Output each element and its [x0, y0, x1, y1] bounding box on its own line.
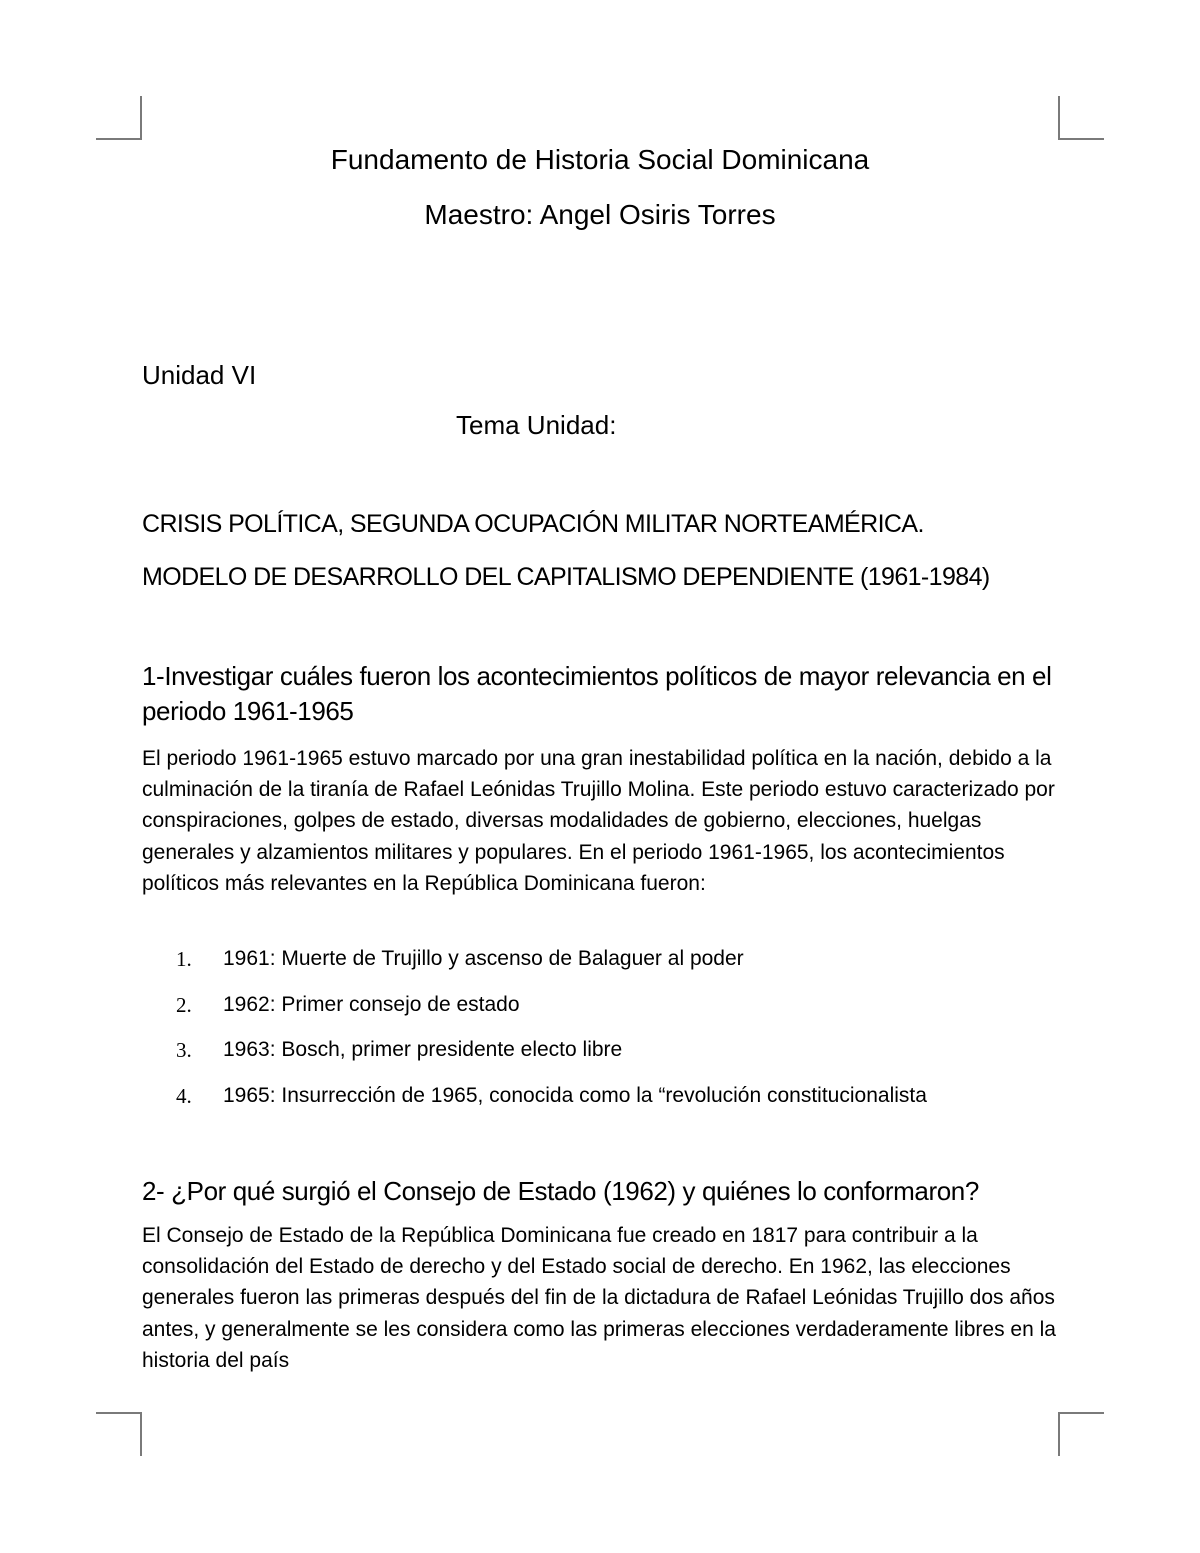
list-item-number: 2.: [176, 992, 192, 1017]
list-item-number: 4.: [176, 1083, 192, 1108]
list-item-text: 1961: Muerte de Trujillo y ascenso de Balaguer al poder: [223, 947, 744, 970]
topic-label: Tema Unidad:: [456, 410, 617, 440]
list-item-number: 1.: [176, 947, 192, 971]
question-2-heading: 2- ¿Por qué surgió el Consejo de Estado (1962) y quiénes lo conformaron?: [142, 1176, 979, 1206]
unit-label: Unidad VI: [142, 360, 257, 390]
crop-mark-top-right: [1058, 96, 1060, 140]
crop-mark-bottom-left: [96, 1412, 142, 1414]
list-item-text: 1962: Primer consejo de estado: [223, 992, 520, 1016]
crop-mark-top-left: [140, 96, 142, 140]
topic-line-2: MODELO DE DESARROLLO DEL CAPITALISMO DEPENDIENTE (1961-1984): [142, 563, 990, 591]
question-1-answer: El periodo 1961-1965 estuvo marcado por una gran inestabilidad política en la nación, debido a la culminación de la tiranía de Rafael Leónidas Trujillo Molina. Este periodo estuvo caracterizado por conspiraciones, golpes de estado, diversas modalidades de gobierno, elecciones, huelgas generales y alzamientos militares y populares. En el periodo 1961-1965, los acontecimientos políticos más relevantes en la República Dominicana fueron:: [142, 747, 1055, 895]
list-item-number: 3.: [176, 1038, 192, 1062]
document-title: Fundamento de Historia Social Dominicana: [330, 144, 870, 175]
crop-mark-bottom-right: [1058, 1412, 1104, 1414]
question-2-answer: El Consejo de Estado de la República Dominicana fue creado en 1817 para contribuir a la consolidación del Estado de derecho y del Estado social de derecho. En 1962, las elecciones generales fueron las primeras después del fin de la dictadura de Rafael Leónidas Trujillo dos años antes, y generalmente se les considera como las primeras elecciones verdaderamente libres en la historia del país: [142, 1224, 1056, 1372]
teacher-name: Maestro: Angel Osiris Torres: [424, 199, 776, 230]
crop-mark-top-right: [1058, 138, 1104, 140]
crop-mark-top-left: [96, 138, 142, 140]
list-item-text: 1963: Bosch, primer presidente electo libre: [223, 1038, 623, 1061]
crop-mark-bottom-right: [1058, 1412, 1060, 1456]
list-item-text: 1965: Insurrección de 1965, conocida como la “revolución constitucionalista: [223, 1083, 927, 1107]
topic-line-1: CRISIS POLÍTICA, SEGUNDA OCUPACIÓN MILITAR NORTEAMÉRICA.: [142, 510, 924, 538]
question-1-heading: 1-Investigar cuáles fueron los acontecimientos políticos de mayor relevancia en el periodo 1961-1965: [142, 661, 1052, 726]
crop-mark-bottom-left: [140, 1412, 142, 1456]
